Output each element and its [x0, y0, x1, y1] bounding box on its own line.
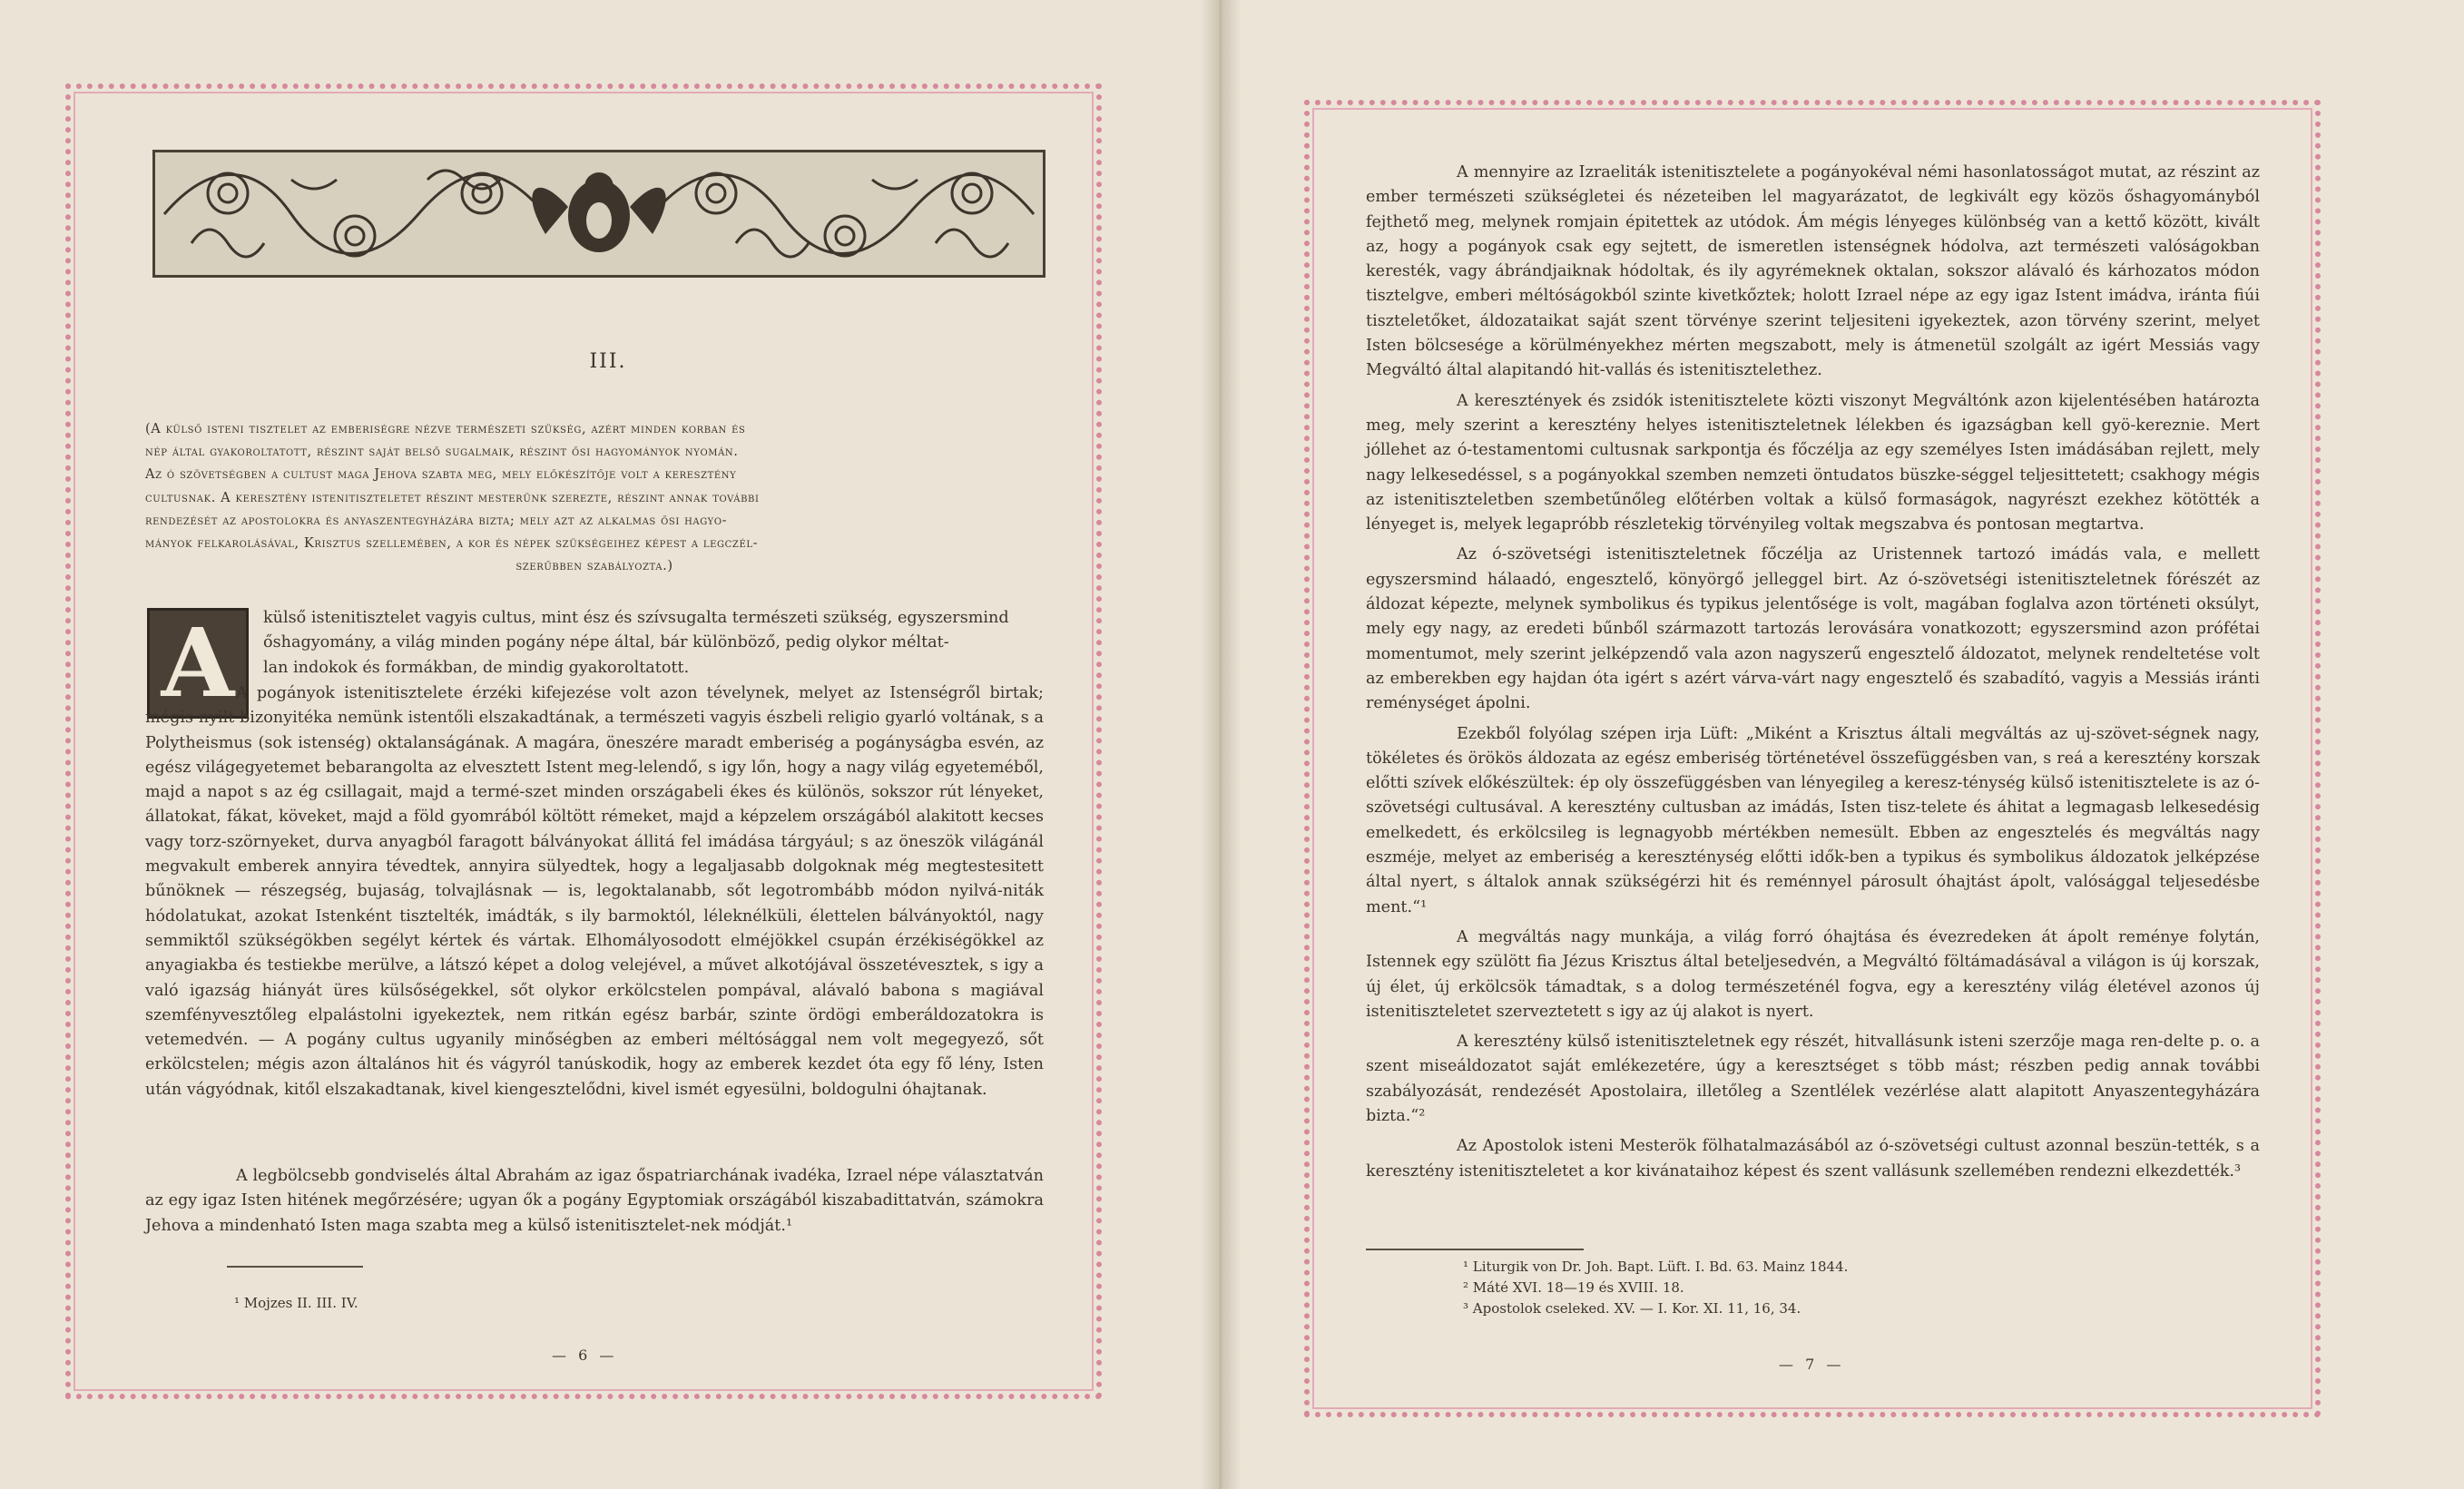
body-paragraph-israel	[145, 1164, 1044, 1239]
intro-paragraph	[263, 606, 1044, 681]
summary-line: rendezését az apostolokra és anyaszentegyházára bizta; mely azt az alkalmas ősi hagyo-	[145, 512, 728, 528]
intro-line: őshagyomány, a világ minden pogány népe által, bár különböző, pedig olykor méltat-	[263, 633, 949, 652]
paragraph-text: A legbölcsebb gondviselés által Abrahám az igaz őspatriarchának ivadéka, Izrael népe választatván az egy igaz Isten hitének megőrzésére; ugyan ők a pogány Egyptomiak országából kiszabadittatván, számokra Jehova a mindenható Isten maga szabta meg a külső istenitisztelet-nek módját.¹	[145, 1167, 1044, 1235]
paragraph-text: Ezekből folyólag szépen irja Lüft: „Miként a Krisztus általi megváltás az uj-szövet-ségnek nagy, tökéletes és örökös áldozata az egész emberiség történetével összefüggésben van, s reá a keresztény korszak előtti szívek előkészültek: ép oly összefüggésben van lényegileg a keresz-ténység külső istenitisztelete is az ó-szövetségi cultusával. A keresztény cultusban az imádás, Isten tisz-telete és áhitat a legmagasb lelkesedésig emelkedett, és erkölcsileg is legnagyobb mértékben nemesült. Ebben az engesztelés és megváltás nagy eszméje, melyet az emberiség a kereszténység előtti idők-ben a typikus és symbolikus áldozatok jelképzése által nyert, s általok annak szükségérzi hit és reménnyel párosult óhajtást ápolt, valósággal teljesedésbe ment.“¹	[1366, 724, 2260, 916]
summary-line: (A külső isteni tisztelet az emberiségre nézve természeti szükség, azért minden korban és	[145, 421, 746, 436]
footnote-rule	[227, 1266, 363, 1268]
page-number: — 6 —	[552, 1347, 618, 1364]
footnote: ¹ Liturgik von Dr. Joh. Bapt. Lüft. I. Bd. 63. Mainz 1844.	[1463, 1259, 1849, 1275]
ornamental-header-band	[152, 150, 1045, 278]
paragraph-text: A keresztények és zsidók istenitisztelete közti viszonyt Megváltónk azon kijelentésében határozta meg, mely szerint a keresztény helyes istenitiszteletnek lélekben és igazságban kell gyö-kereznie. Mert jóllehet az ó-testamentomi cultusnak sarkpontja és főczélja az egy személyes Isten imádásában rejlett, mely nagy lelkesedéssel, s a pogányokkal szemben nemzeti öntudatos büszke-séggel teljesittetett; csakhogy mégis az istenitiszteletben szembetűnőleg előtérben voltak a külső formaságok, nagyrészt ezekhez kötötték a lényeget is, melyek legapróbb részletekig törvényileg voltak megszabva és pontosan megtartva.	[1366, 391, 2260, 534]
footnote-rule	[1366, 1249, 1584, 1250]
footnote: ¹ Mojzes II. III. IV.	[234, 1295, 358, 1311]
page-number: — 7 —	[1779, 1356, 1845, 1373]
paragraph-text: A keresztény külső istenitiszteletnek egy részét, hitvallásunk isteni szerzője maga ren-delte p. o. a szent miseáldozatot saját emlékezetére, úgy a keresztséget s több mást; részben pedig annak további szabályozását, rendezését Apostolaira, illetőleg a Szentlélek vezérlése alatt alapitott Anyaszentegyházára bizta.“²	[1366, 1033, 2260, 1125]
paragraph-text: A pogányok istenitisztelete érzéki kifejezése volt azon tévelynek, melyet az Istenségről birtak; mégis nyilt bizonyitéka nemünk istentőli elszakadtának, a természeti vagyis észbeli religio gyarló voltának, s a Polytheismus (sok istenség) oktalanságának. A magára, öneszére maradt emberiség a pogányságba esvén, az egész világegyetemet bebarangolta az elvesztett Istent meg-lelendő, s igy lőn, hogy a nagy világ egyeteméből, majd a napot s az ég csillagait, majd a termé-szet minden országabeli ékes és különös, sokszor rút lényeket, állatokat, fákat, köveket, majd a föld gyomrából költött rémeket, majd a képzelem országából alakitott kecses vagy torz-szörnyeket, durva anyagból faragott bálványokat állitá fel imádása tárgyául; s az öneszök világánál megvakult emberek annyira tévedtek, annyira sülyedtek, hogy a legaljasabb dolgoknak még megtestesitett bűnöknek — részegség, bujaság, tolvajlásnak — is, legoktalanabb, sőt legotrombább módon nyilvá-niták hódolatukat, azokat Istenként tisztelték, imádták, s ily barmoktól, léleknélküli, élettelen bálványoktól, nagy semmiktől szükségökben segélyt kértek és vártak. Elhomályosodott elméjökkel csupán érzékiségökkel az anyagiakba és testiekbe merülve, a látszó képet a dolog velejével, a művet alkotójával összetévesztek, s igy a való igazság hiányát üres külsőségekkel, sőt olykor erkölcstelen pompával, alávaló babona s magiával szemfényvesztőleg elpalástolni igyekeztek, nem ritkán egész barbár, szinte ördögi emberáldozatokra is vetemedvén. — A pogány cultus ugyanily minőségben az emberi méltósággal nem volt megegyező, sőt erkölcstelen; mégis azon általános hit és vágyról tanúskodik, hogy az emberek kezdet óta egy fő lény, Isten után vágyódnak, kitől elszakadtanak, kivel kiengesztelődni, kivel ismét egyesülni, boldogulni óhajtanak.	[145, 684, 1044, 1099]
paragraph-text: A mennyire az Izraeliták istenitisztelete a pogányokéval némi hasonlatosságot mutat, az részint az ember természeti szükségletei és nézeteiben lel magyarázatot, de legkivált egy közös őshagyományból fejthető meg, melynek romjain épitettek az utódok. Ám mégis lényeges különbség van a kettő között, kivált az, hogy a pogányok csak egy sejtett, de ismeretlen istenségnek hódolva, azt természeti valóságokban keresték, vagy ábrándjaiknak hódoltak, és ily agyrémeknek oktalan, sokszor alávaló és kárhozatos módon tisztelgve, emberi méltóságokból szinte kivetkőztek; holott Izrael népe az egy igaz Istent imádva, iránta fiúi tiszteletőket, áldozataikat saját szent törvénye szerint teljesiteni igyekeztek, azon törvény szerint, melyet Isten bölcsesége a körülményekhez mérten megszabott, mely is átmenetül szolgált az igért Messiás vagy Megváltó által alapitandó hit-vallás és istenitisztelethez.	[1366, 163, 2260, 380]
paragraph-text: Az ó-szövetségi istenitiszteletnek főczélja az Uristennek tartozó imádás vala, e mellett egyszersmind hálaadó, engesztelő, könyörgő jelleggel birt. Az ó-szövetségi istenitiszteletnek fórészét az áldozat képezte, melynek symbolikus és typikus jelentősége is volt, magában foglalva azon történeti oksúlyt, mely egy nagy, az eredeti bűnből származott tartozás lerovására vonatkozott; egyszersmind azon prófétai momentumot, mely szerint jelképzendő vala azon nagyszerű engesztelő áldozatot, melynek rendeltetése volt az emberekben egy hajdan óta igért s azért várva-várt nagy engesztelő és szabadító, vagyis a Messiás iránti reménységet ápolni.	[1366, 545, 2260, 713]
chapter-summary	[145, 417, 1044, 577]
summary-line: nép által gyakoroltatott, részint saját belső sugalmaik, részint ősi hagyományok nyomán.	[145, 444, 739, 460]
paragraph-text: Az Apostolok isteni Mesterök fölhatalmazásából az ó-szövetségi cultust azonnal beszün-tették, s a keresztény istenitiszteletet a kor kivánataihoz képest és szent vallásunk szellemében rendezni elkezdették.³	[1366, 1137, 2260, 1180]
chapter-number: III.	[589, 350, 627, 373]
footnote: ² Máté XVI. 18—19 és XVIII. 18.	[1463, 1279, 1684, 1296]
paragraph-text: A megváltás nagy munkája, a világ forró óhajtása és évezredeken át ápolt reménye folytán, Istennek egy szülött fia Jézus Krisztus által beteljesedvén, a Megváltó föltámadásával a világon is új korszak, új élet, új erkölcsök támadtak, s a dolog természeténél fogva, egy a keresztény világ életével azonos új istenitiszteletet szerveztetett s igy az új alakot is nyert.	[1366, 927, 2260, 1021]
summary-line: mányok felkarolásával, Krisztus szellemében, a kor és népek szükségeihez képest a legczél-	[145, 535, 759, 552]
summary-line: szerűbben szabályozta.)	[515, 558, 673, 574]
intro-line: külső istenitisztelet vagyis cultus, mint ész és szívsugalta természeti szükség, egyszersmind	[263, 609, 1009, 627]
left-page	[0, 0, 1221, 1489]
book-gutter	[1200, 0, 1242, 1489]
footnote: ³ Apostolok cseleked. XV. — I. Kor. XI. 11, 16, 34.	[1463, 1300, 1801, 1317]
vine-ornament-icon	[155, 152, 1043, 275]
summary-line: Az ó szövetségben a cultust maga Jehova szabta meg, mely előkészítője volt a keresztény	[145, 466, 737, 483]
body-paragraph-pagans	[145, 681, 1044, 1102]
drop-cap-letter: A	[147, 608, 249, 719]
summary-line: cultusnak. A keresztény istenitiszteletet részint mesterünk szerezte, részint annak további	[145, 489, 760, 505]
intro-line: lan indokok és formákban, de mindig gyakoroltatott.	[263, 658, 690, 677]
right-page-body	[1366, 161, 2260, 1190]
